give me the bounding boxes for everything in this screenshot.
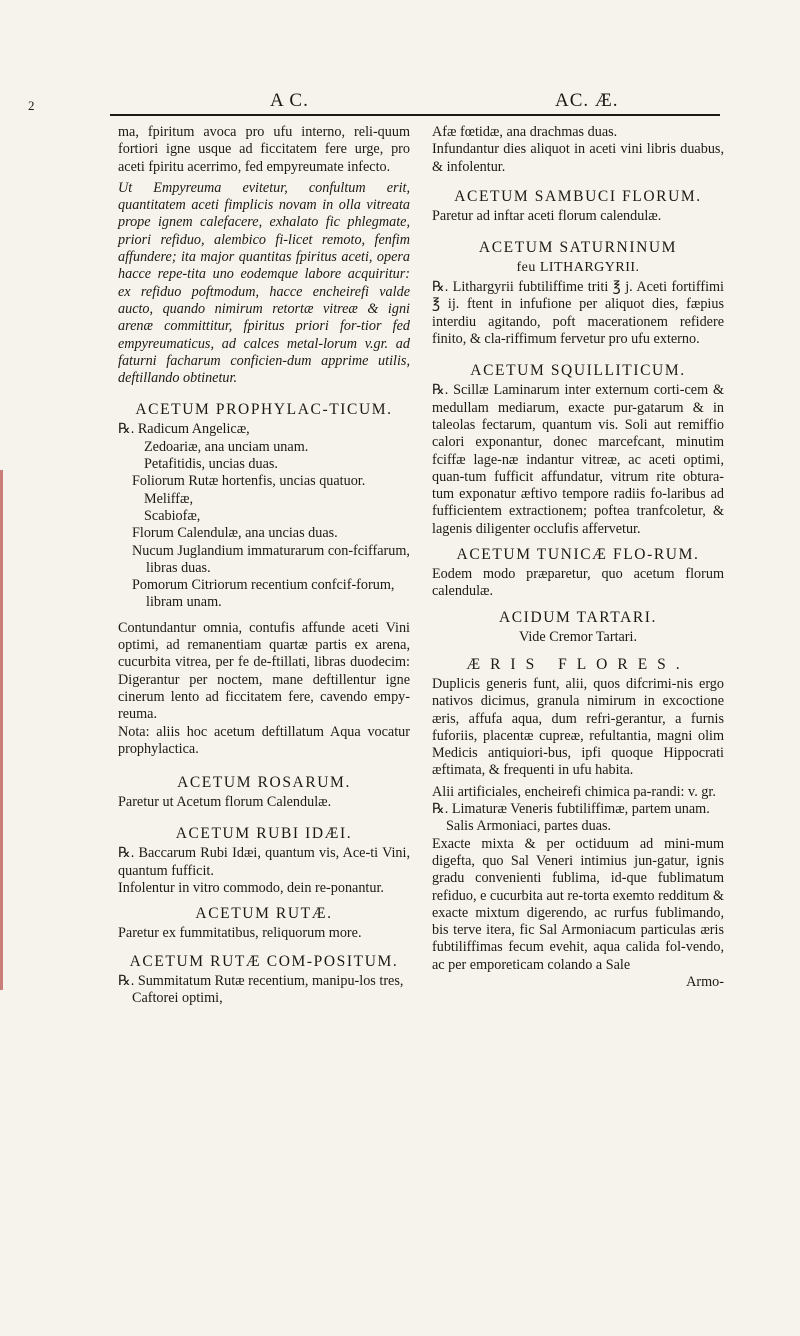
paragraph: ℞. Scillæ Laminarum inter externum corti-cem & medullam mediarum, exacte pur-gatarum & in taleolas fectarum, quantum vis. Soli aut remiffio calori exponantur, donec marcefcant, minutim fciffæ lage-næ indantur vitreæ, ac aceti optimi, quan-tum fufficit affundatur, vitrum rite obtura-tum exponatur æftivo tempore radiis fo-laribus ad fufficientem extractionem; poftea tranfcoletur, & lagenis diligenter occlufis affervetur. <box>432 382 724 537</box>
paragraph: Infolentur in vitro commodo, dein re-ponantur. <box>118 879 384 896</box>
paragraph: Contundantur omnia, contufis affunde aceti Vini optimi, ad remanentiam quartæ partis ex arena, cucurbita vitrea, per fe de-ftillati, libras duodecim: Digerantur per noctem, mane deftillentur igne cinerum lento ad ficcitatem fere, cavendo empy-reuma. <box>118 619 410 723</box>
ingredient-line: Meliffæ, <box>144 490 193 507</box>
section-heading: ACETUM SATURNINUM <box>478 239 678 257</box>
paragraph: Eodem modo præparetur, quo acetum florum calendulæ. <box>432 566 724 600</box>
paragraph: ℞. Summitatum Rutæ recentium, manipu-los tres, <box>118 972 404 989</box>
paragraph: Duplicis generis funt, alii, quos difcrimi-nis ergo nativos dicimus, granula nimirum in excoctione æris, affufa aqua, dum refri-gerantur, a furnis fuforiis, placentæ cupreæ, refultantia, magni olim Medicis antiquiori-bus, ipfi quoque Hippocrati æftimata, & frequenti in ufu habita. <box>432 675 724 779</box>
left-column <box>118 124 410 1007</box>
right-column <box>432 124 724 991</box>
section-subheading: feu LITHARGYRII. <box>516 260 640 276</box>
cross-reference: Vide Cremor Tartari. <box>518 628 638 645</box>
section-heading: ACETUM ROSARUM. <box>177 774 351 792</box>
ingredient-line: ℞. Radicum Angelicæ, <box>118 421 250 438</box>
paragraph: ℞. Baccarum Rubi Idæi, quantum vis, Ace-ti Vini, quantum fufficit. <box>118 845 410 879</box>
paragraph: Infundantur dies aliquot in aceti vini libris duabus, & infolentur. <box>432 141 724 175</box>
paragraph: Paretur ut Acetum florum Calendulæ. <box>118 794 332 811</box>
running-title-left: A C. <box>270 90 309 111</box>
ingredient-line: Caftorei optimi, <box>132 989 223 1006</box>
running-title-right: AC. Æ. <box>555 90 619 111</box>
page-edge-mark <box>0 470 3 990</box>
section-heading: ACETUM TUNICÆ FLO-RUM. <box>456 546 700 564</box>
paragraph: Exacte mixta & per octiduum ad mini-mum digefta, quo Sal Veneri intimius jun-gatur, ignis gradu convenienti fublima, id-que fublimatum refiduo, e cucurbita aut re-torta exemto redditum & exacte mixtum digerendo, ac rurfus fublimando, bis terve itera, fic Sal Armoniacum particulas æris fubtiliffimas fecum evehit, aqua calida fol-vendo, ac per emporeticam colando a Sale <box>432 835 724 973</box>
section-heading: ACETUM RUBI IDÆI. <box>175 825 353 843</box>
paragraph: Paretur ad inftar aceti florum calendulæ. <box>432 207 662 224</box>
section-heading: ACETUM PROPHYLAC-TICUM. <box>135 401 393 419</box>
section-heading: ACETUM RUTÆ. <box>195 905 333 923</box>
ingredient-line: Florum Calendulæ, ana uncias duas. <box>132 525 338 542</box>
page-number: 2 <box>28 98 35 113</box>
ingredient-line: Scabiofæ, <box>144 507 201 524</box>
section-heading: ÆRIS FLORES. <box>466 655 690 673</box>
paragraph: Alii artificiales, encheirefi chimica pa-randi: v. gr. <box>432 783 716 800</box>
paragraph: Paretur ex fummitatibus, reliquorum more. <box>118 925 362 942</box>
paragraph: Afæ fœtidæ, ana drachmas duas. <box>432 124 618 140</box>
ingredient-line: Zedoariæ, ana unciam unam. <box>144 438 309 455</box>
ingredient-line: Petafitidis, uncias duas. <box>144 456 278 473</box>
section-heading: ACETUM SQUILLITICUM. <box>470 362 686 380</box>
section-heading: ACIDUM TARTARI. <box>498 608 658 626</box>
section-heading: ACETUM RUTÆ COM-POSITUM. <box>129 952 399 970</box>
section-heading: ACETUM SAMBUCI FLORUM. <box>454 187 702 205</box>
italic-paragraph: Ut Empyreuma evitetur, confultum erit, quantitatem aceti fimplicis novam in olla vitreata prope ignem calefacere, exhalato fic phlegmate, priori refiduo, alembico fi-licet remoto, fenfim affundere; ita major quantitas fpiritus aceti, opera hacce repe-tita uno eodemque labore acquiritur: ex refiduo poftmodum, hacce encheirefi valde aucto, quando nimirum retortæ vitreæ & igni arenæ committitur, fpiritus priori for-tior fed empyreumaticus, ad calces metal-lorum v.gr. ad faturni facharum conficien-dum apprime utilis, deftillando obtinetur. <box>118 179 410 387</box>
paragraph: Nota: aliis hoc acetum deftillatum Aqua vocatur prophylactica. <box>118 723 410 757</box>
paragraph: ℞. Lithargyrii fubtiliffime triti ℥ j. Aceti fortiffimi ℥ ij. ftent in infufione per aliquot dies, fæpius interdiu agitando, poft macerationem refidere finito, & cla-riffimum fervetur pro ufu externo. <box>432 279 724 348</box>
ingredient-line: Foliorum Rutæ hortenfis, uncias quatuor. <box>132 473 366 490</box>
catchword: Armo- <box>686 973 724 990</box>
ingredient-line: Salis Armoniaci, partes duas. <box>446 818 612 835</box>
paragraph: ma, fpiritum avoca pro ufu interno, reli-quum fortiori igne usque ad ficcitatem fere urge, pro aceti fpiritu acerrimo, fed empyreumate infecto. <box>118 124 410 175</box>
ingredient-line: Nucum Juglandium immaturarum con-fciffarum, libras duas. <box>132 542 410 576</box>
ingredient-line: Pomorum Citriorum recentium confcif-forum, libram unam. <box>132 577 395 611</box>
running-header <box>28 88 720 116</box>
paragraph: ℞. Limaturæ Veneris fubtiliffimæ, partem unam. <box>432 801 710 818</box>
